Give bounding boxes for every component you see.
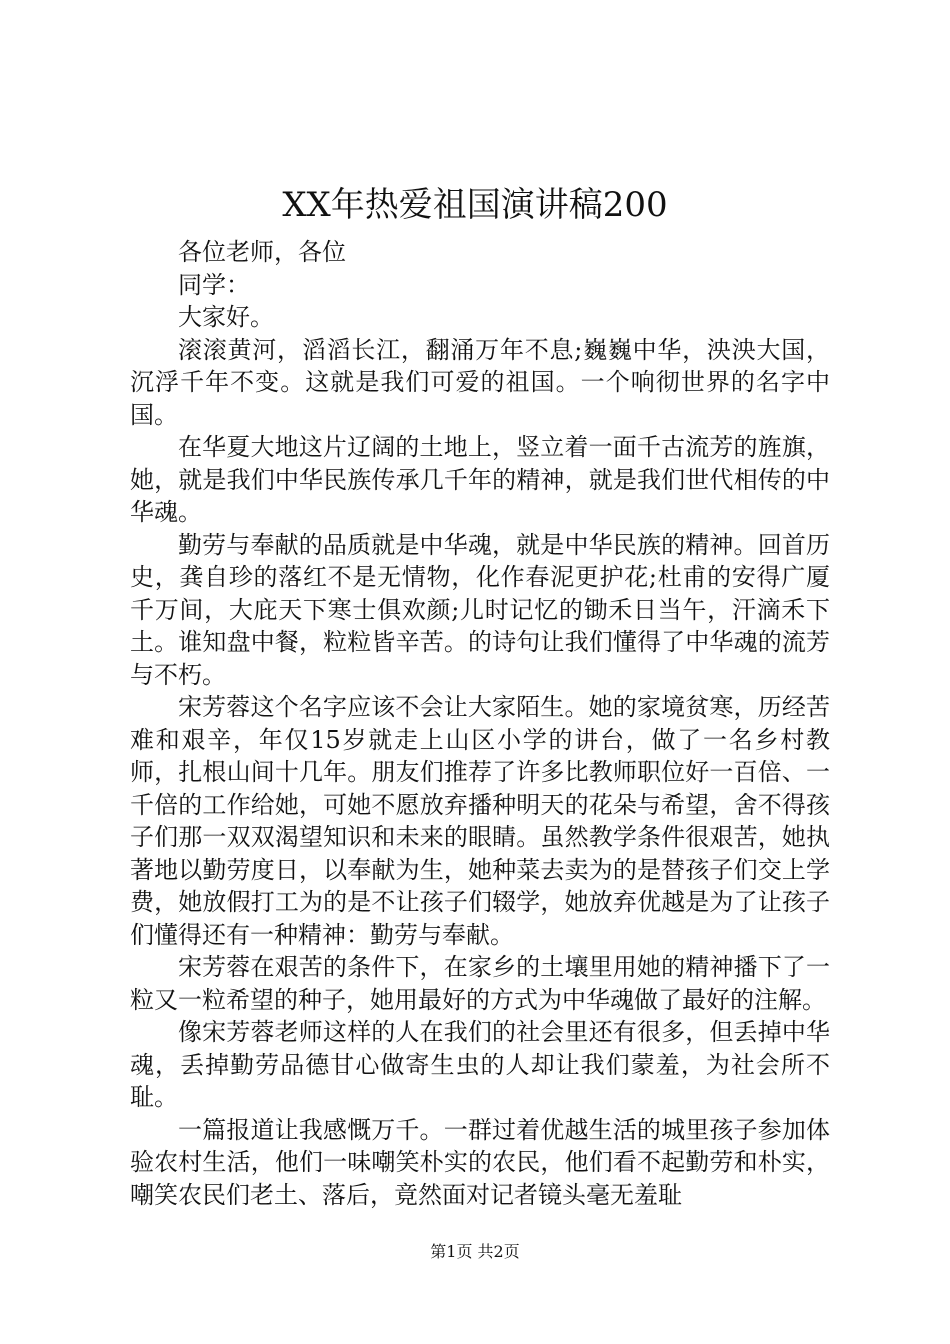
paragraph: 同学：: [178, 270, 250, 299]
paragraph: 宋芳蓉这个名字应该不会让大家陌生。她的家境贫寒，历经苦难和艰辛，年仅15岁就走上山区小学的讲台，做了一名乡村教师，扎根山间十几年。朋友们推荐了许多比教师职位好一百倍、一千倍的工作给她，可她不愿放弃播种明天的花朵与希望，舍不得孩子们那一双双渴望知识和未来的眼睛。虽然教学条件很艰苦，她执著地以勤劳度日，以奉献为生，她种菜去卖为的是替孩子们交上学费，她放假打工为的是不让孩子们辍学，她放弃优越是为了让孩子们懂得还有一种精神：勤劳与奉献。: [130, 693, 830, 949]
paragraph: 在华夏大地这片辽阔的土地上，竖立着一面千古流芳的旌旗，她，就是我们中华民族传承几千年的精神，就是我们世代相传的中华魂。: [130, 433, 830, 526]
paragraph: 宋芳蓉在艰苦的条件下，在家乡的土壤里用她的精神播下了一粒又一粒希望的种子，她用最好的方式为中华魂做了最好的注解。: [130, 953, 830, 1014]
paragraph: 大家好。: [178, 303, 274, 331]
page-number-footer: 第1页 共2页: [430, 1242, 520, 1261]
paragraph: 一篇报道让我感慨万千。一群过着优越生活的城里孩子参加体验农村生活，他们一味嘲笑朴实的农民，他们看不起勤劳和朴实，嘲笑农民们老土、落后，竟然面对记者镜头毫无羞耻: [130, 1115, 830, 1209]
paragraph: 滚滚黄河，滔滔长江，翻涌万年不息;巍巍中华，泱泱大国，沉浮千年不变。这就是我们可爱的祖国。一个响彻世界的名字中国。: [130, 335, 830, 429]
document-body: [130, 236, 830, 1211]
paragraph: 勤劳与奉献的品质就是中华魂，就是中华民族的精神。回首历史，龚自珍的落红不是无情物，化作春泥更护花;杜甫的安得广厦千万间，大庇天下寒士俱欢颜;儿时记忆的锄禾日当午，汗滴禾下土。谁知盘中餐，粒粒皆辛苦。的诗句让我们懂得了中华魂的流芳与不朽。: [130, 530, 830, 689]
document-title: XX年热爱祖国演讲稿200: [282, 185, 668, 225]
paragraph: 像宋芳蓉老师这样的人在我们的社会里还有很多，但丢掉中华魂，丢掉勤劳品德甘心做寄生虫的人却让我们蒙羞，为社会所不耻。: [130, 1018, 830, 1111]
paragraph: 各位老师，各位: [178, 238, 346, 266]
